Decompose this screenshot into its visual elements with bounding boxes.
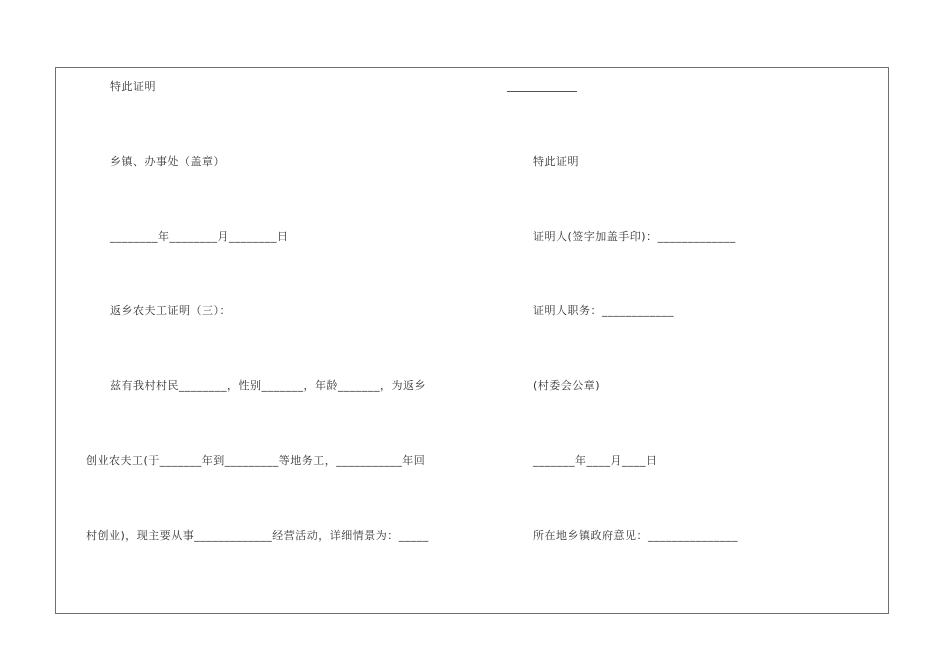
returning-worker-proof-title: 返乡农夫工证明（三）：	[110, 304, 231, 317]
witness-position-field: 证明人职务：____________	[533, 304, 674, 317]
special-proof-text-left: 特此证明	[110, 80, 156, 93]
village-committee-seal-text: (村委会公章)	[533, 379, 601, 392]
witness-signature-field: 证明人(签字加盖手印)：_____________	[533, 230, 736, 243]
special-proof-text-right: 特此证明	[533, 155, 579, 168]
paragraph-line-1: 兹有我村村民________，性别_______，年龄_______，为返乡	[110, 379, 426, 392]
top-blank-underline	[507, 91, 577, 92]
town-government-opinion-field: 所在地乡镇政府意见：_______________	[533, 529, 738, 542]
town-office-seal-text: 乡镇、办事处（盖章）	[110, 155, 225, 168]
paragraph-line-3: 村创业)，现主要从事_____________经营活动，详细情景为：_____	[86, 529, 429, 542]
paragraph-line-2: 创业农夫工(于_______年到_________等地务工，___________年回	[86, 454, 426, 467]
date-line-right: _______年____月____日	[533, 454, 658, 467]
date-line-left: ________年________月________日	[110, 230, 289, 243]
